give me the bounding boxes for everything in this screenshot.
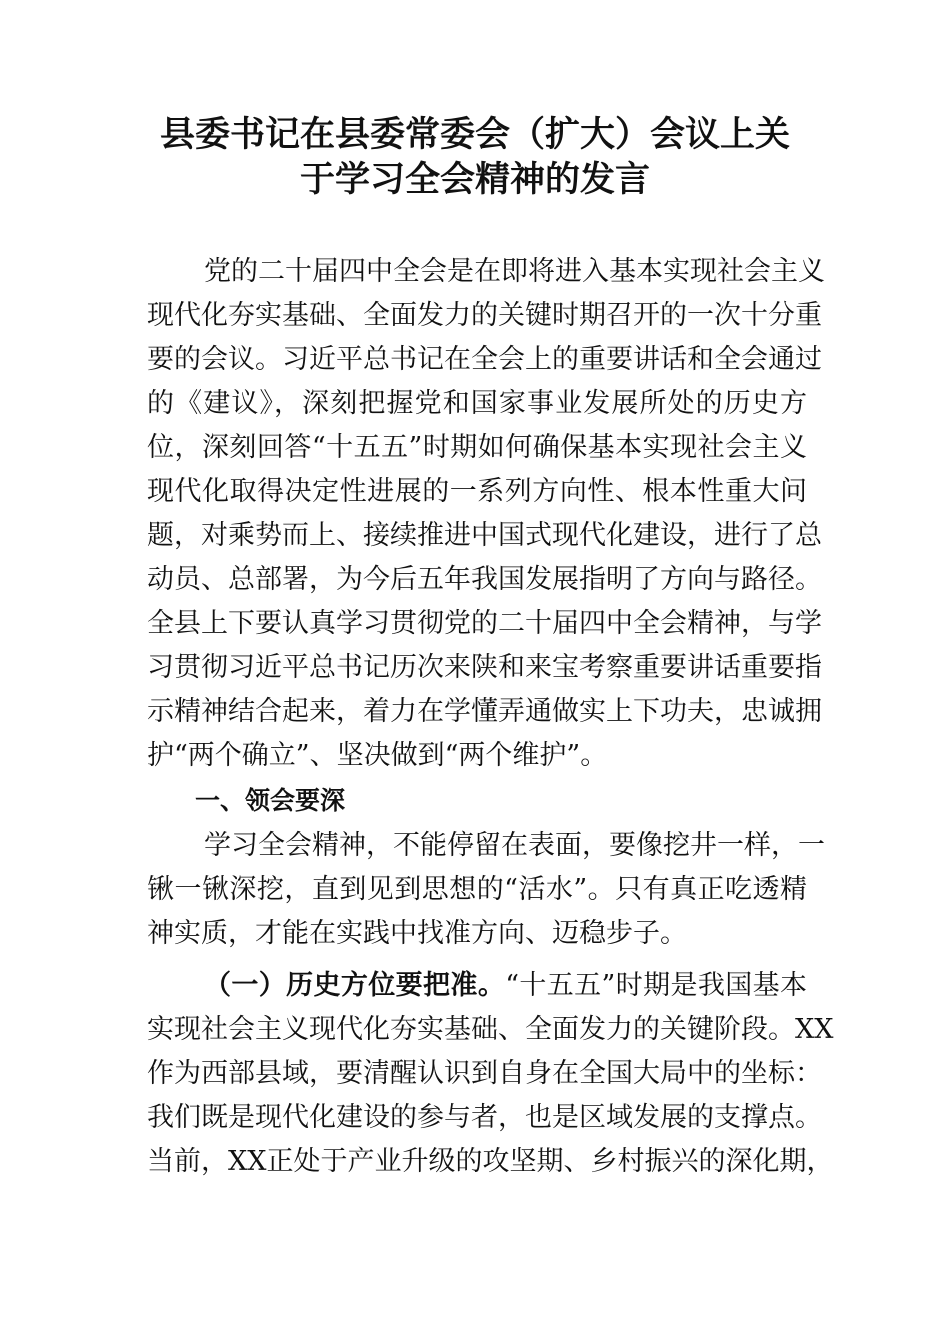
text-line: 锹一锹深挖，直到见到思想的“活水”。只有真正吃透精 [147,874,807,905]
text-line: 作为西部县域，要清醒认识到自身在全国大局中的坐标： [147,1058,822,1089]
title-line: 于学习全会精神的发言 [299,159,650,200]
text-line [147,964,807,1008]
text-line: 我们既是现代化建设的参与者，也是区域发展的支撑点。 [147,1102,822,1133]
text-line: 护“两个确立”、坚决做到“两个维护”。 [147,740,608,771]
text-line: 学习全会精神，不能停留在表面，要像挖井一样，一 [204,830,825,861]
text-line: 全县上下要认真学习贯彻党的二十届四中全会精神，与学 [147,608,822,639]
text-line: 的《建议》，深刻把握党和国家事业发展所处的历史方 [147,388,807,419]
text-line: 现代化取得决定性进展的一系列方向性、根本性重大问 [147,476,807,507]
section-heading: 一、领会要深 [195,786,346,815]
text-line: 现代化夯实基础、全面发力的关键时期召开的一次十分重 [147,300,822,331]
text-line: 位，深刻回答“十五五”时期如何确保基本实现社会主义 [147,432,807,463]
intro-paragraph [147,250,825,778]
text-line: 当前，XX正处于产业升级的攻坚期、乡村振兴的深化期， [147,1146,834,1177]
text-line: 动员、总部署，为今后五年我国发展指明了方向与路径。 [147,564,822,595]
subsection-text: “十五五”时期是我国基本 [505,970,808,1001]
text-line: 习贯彻习近平总书记历次来陕和来宝考察重要讲话重要指 [147,652,822,683]
section-paragraph [147,824,825,956]
subsection-label: （一）历史方位要把准。 [204,970,506,1001]
text-line: 要的会议。习近平总书记在全会上的重要讲话和全会通过 [147,344,822,375]
text-line: 示精神结合起来，着力在学懂弄通做实上下功夫，忠诚拥 [147,696,822,727]
document-title [0,112,950,202]
subsection-paragraph [147,964,834,1184]
document-body [147,250,834,1184]
text-line: 神实质，才能在实践中找准方向、迈稳步子。 [147,918,687,949]
title-line: 县委书记在县委常委会（扩大）会议上关 [159,114,790,155]
text-line: 党的二十届四中全会是在即将进入基本实现社会主义 [204,256,825,287]
text-line: 题，对乘势而上、接续推进中国式现代化建设，进行了总 [147,520,822,551]
text-line: 实现社会主义现代化夯实基础、全面发力的关键阶段。XX [147,1014,834,1045]
